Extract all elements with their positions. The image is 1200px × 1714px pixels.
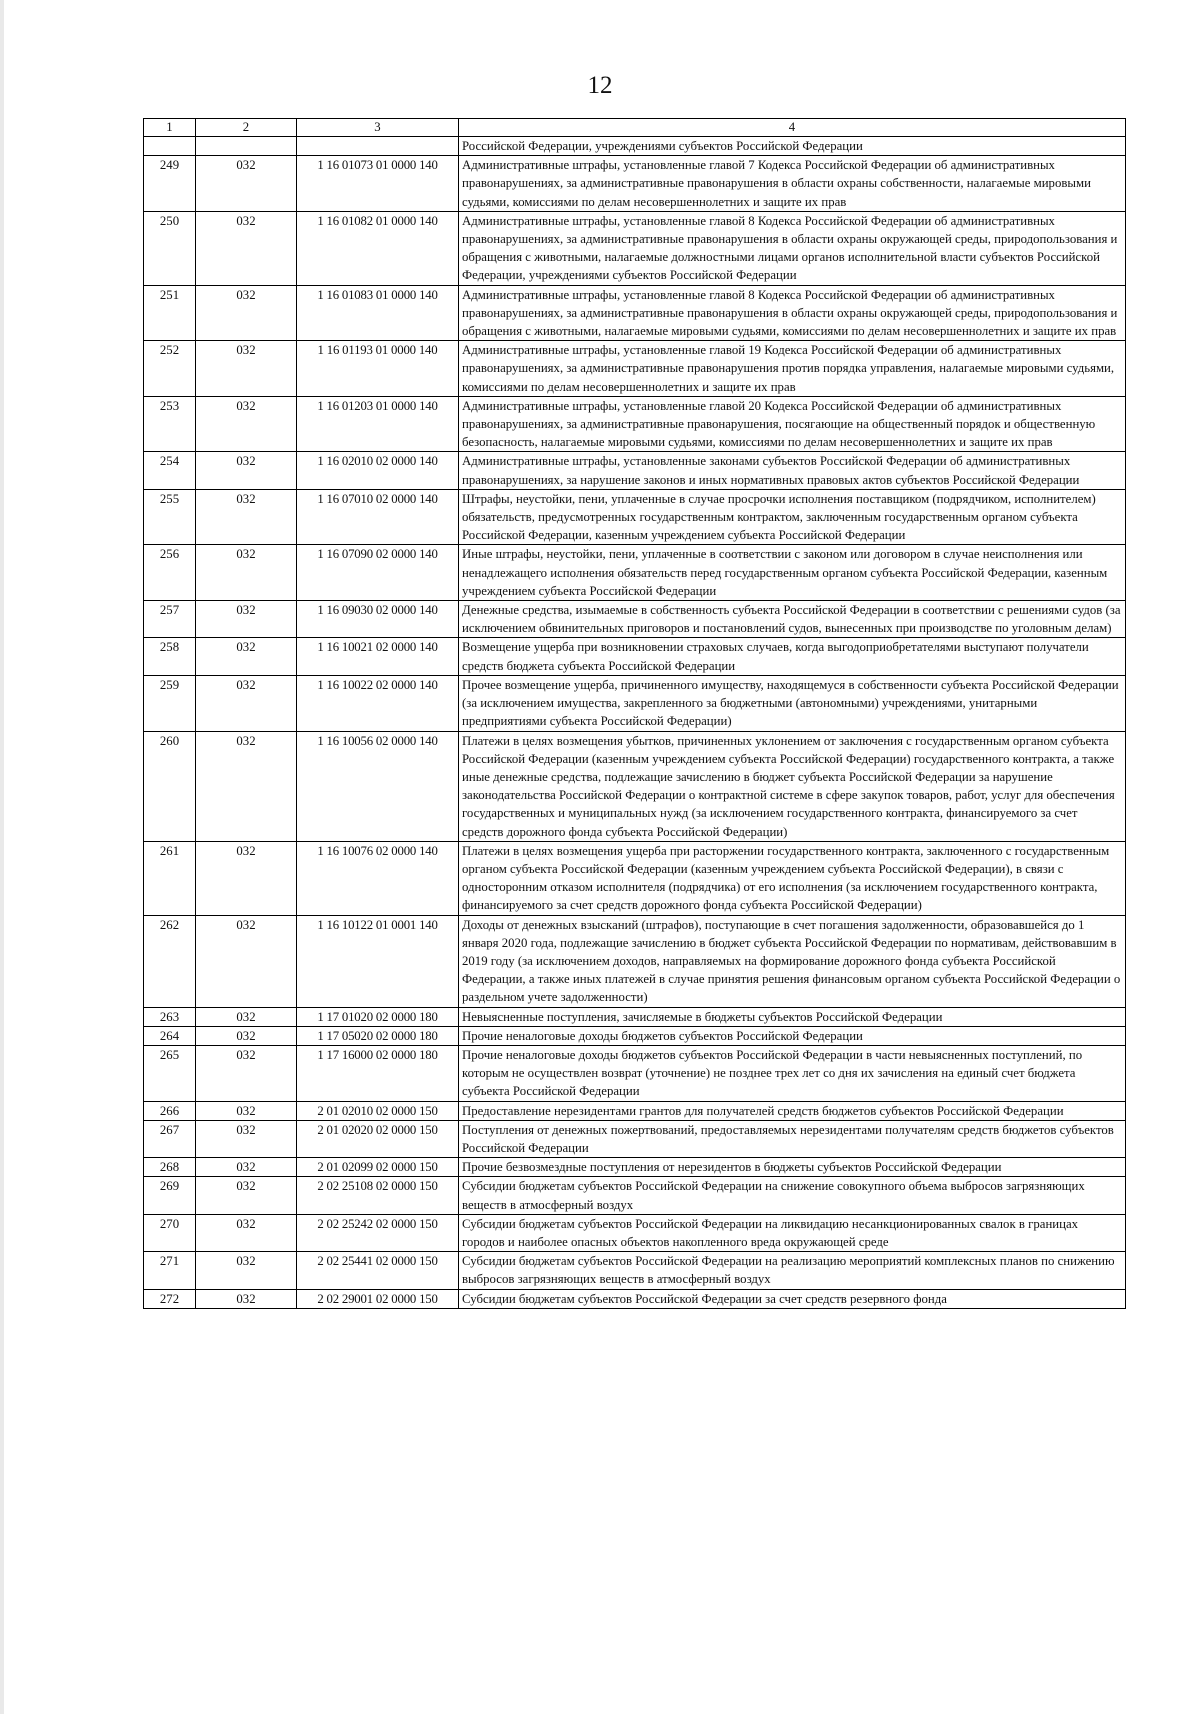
table-row [144,285,1126,341]
description-cell: Субсидии бюджетам субъектов Российской Федерации на реализацию мероприятий комплексных планов по снижению выбросов загрязняющих веществ в атмосферный воздух [459,1252,1126,1289]
row-number-cell: 267 [144,1120,196,1157]
row-number-cell: 249 [144,156,196,212]
budget-code-cell: 1 16 01082 01 0000 140 [297,211,459,285]
row-number-cell: 270 [144,1214,196,1251]
description-cell: Платежи в целях возмещения убытков, причиненных уклонением от заключения с государственным органом субъекта Российской Федерации (казенным учреждением субъекта Российской Федерации) государственного контракта, а также иные денежные средства, подлежащие зачислению в бюджет субъекта Российской Федерации за нарушение законодательства Российской Федерации о контрактной системе в сфере закупок товаров, работ, услуг для обеспечения государственных и муниципальных нужд (за исключением государственного контракта, финансируемого за счет средств дорожного фонда субъекта Российской Федерации) [459,731,1126,841]
table-row [144,1045,1126,1101]
budget-code-cell: 2 01 02020 02 0000 150 [297,1120,459,1157]
row-number-cell: 251 [144,285,196,341]
admin-code-cell: 032 [196,396,297,452]
admin-code-cell: 032 [196,638,297,675]
description-cell: Субсидии бюджетам субъектов Российской Федерации на ликвидацию несанкционированных свалок в границах городов и наиболее опасных объектов накопленного вреда окружающей среде [459,1214,1126,1251]
table-row [144,1026,1126,1045]
admin-code-cell: 032 [196,1101,297,1120]
table-row [144,915,1126,1007]
row-number-cell: 265 [144,1045,196,1101]
row-number-cell: 269 [144,1177,196,1214]
row-number-cell: 255 [144,489,196,545]
row-number-cell: 258 [144,638,196,675]
budget-code-cell: 1 16 10021 02 0000 140 [297,638,459,675]
admin-code-cell: 032 [196,545,297,601]
header-col-3: 3 [297,119,459,137]
budget-code-cell: 2 02 29001 02 0000 150 [297,1289,459,1308]
table-row [144,1101,1126,1120]
budget-code-cell: 1 16 10056 02 0000 140 [297,731,459,841]
admin-code-cell: 032 [196,1120,297,1157]
description-cell: Административные штрафы, установленные главой 8 Кодекса Российской Федерации об административных правонарушениях, за административные правонарушения в области охраны окружающей среды, природопользования и обращения с животными, налагаемые должностными лицами органов исполнительной власти субъектов Российской Федерации, учреждениями субъектов Российской Федерации [459,211,1126,285]
table-row [144,1007,1126,1026]
budget-code-cell: 1 16 10122 01 0001 140 [297,915,459,1007]
budget-code-cell: 1 16 01193 01 0000 140 [297,341,459,397]
description-cell: Предоставление нерезидентами грантов для получателей средств бюджетов субъектов Российской Федерации [459,1101,1126,1120]
table-row [144,211,1126,285]
description-cell: Невыясненные поступления, зачисляемые в бюджеты субъектов Российской Федерации [459,1007,1126,1026]
admin-code-cell: 032 [196,1177,297,1214]
row-number-cell: 256 [144,545,196,601]
budget-code-cell: 1 17 05020 02 0000 180 [297,1026,459,1045]
header-col-2: 2 [196,119,297,137]
table-row [144,638,1126,675]
row-number-cell: 261 [144,841,196,915]
row-number-cell [144,137,196,156]
description-cell: Административные штрафы, установленные главой 7 Кодекса Российской Федерации об административных правонарушениях, за административные правонарушения в области охраны собственности, налагаемые мировыми судьями, комиссиями по делам несовершеннолетних и защите их прав [459,156,1126,212]
budget-code-cell: 1 16 01083 01 0000 140 [297,285,459,341]
table-row [144,452,1126,489]
table-row [144,1289,1126,1308]
admin-code-cell: 032 [196,452,297,489]
description-cell: Прочие неналоговые доходы бюджетов субъектов Российской Федерации [459,1026,1126,1045]
row-number-cell: 252 [144,341,196,397]
table-row [144,156,1126,212]
admin-code-cell: 032 [196,601,297,638]
row-number-cell: 271 [144,1252,196,1289]
admin-code-cell: 032 [196,285,297,341]
description-cell: Субсидии бюджетам субъектов Российской Федерации за счет средств резервного фонда [459,1289,1126,1308]
table-row [144,341,1126,397]
budget-code-cell [297,137,459,156]
row-number-cell: 266 [144,1101,196,1120]
header-col-1: 1 [144,119,196,137]
description-cell: Административные штрафы, установленные законами субъектов Российской Федерации об административных правонарушениях, за нарушение законов и иных нормативных правовых актов субъектов Российской Федерации [459,452,1126,489]
row-number-cell: 253 [144,396,196,452]
budget-code-cell: 1 16 01073 01 0000 140 [297,156,459,212]
row-number-cell: 263 [144,1007,196,1026]
row-number-cell: 268 [144,1158,196,1177]
row-number-cell: 264 [144,1026,196,1045]
admin-code-cell: 032 [196,1045,297,1101]
budget-code-cell: 2 01 02010 02 0000 150 [297,1101,459,1120]
scan-edge [0,0,4,1714]
admin-code-cell: 032 [196,1158,297,1177]
admin-code-cell: 032 [196,1214,297,1251]
budget-code-cell: 1 16 07010 02 0000 140 [297,489,459,545]
row-number-cell: 260 [144,731,196,841]
budget-code-cell: 1 16 01203 01 0000 140 [297,396,459,452]
admin-code-cell: 032 [196,489,297,545]
header-col-4: 4 [459,119,1126,137]
row-number-cell: 250 [144,211,196,285]
table-row [144,1120,1126,1157]
admin-code-cell: 032 [196,1026,297,1045]
admin-code-cell: 032 [196,1289,297,1308]
budget-code-cell: 1 16 07090 02 0000 140 [297,545,459,601]
admin-code-cell: 032 [196,341,297,397]
admin-code-cell: 032 [196,1007,297,1026]
description-cell: Административные штрафы, установленные главой 8 Кодекса Российской Федерации об административных правонарушениях, за административные правонарушения в области охраны окружающей среды, природопользования и обращения с животными, налагаемые мировыми судьями, комиссиями по делам несовершеннолетних и защите их прав [459,285,1126,341]
table-row [144,1158,1126,1177]
table-row [144,545,1126,601]
admin-code-cell: 032 [196,675,297,731]
description-cell: Платежи в целях возмещения ущерба при расторжении государственного контракта, заключенного с государственным органом субъекта Российской Федерации (казенным учреждением субъекта Российской Федерации), в связи с односторонним отказом исполнителя (подрядчика) от его исполнения (за исключением государственного контракта, финансируемого за счет средств дорожного фонда субъекта Российской Федерации) [459,841,1126,915]
table-row [144,1252,1126,1289]
row-number-cell: 262 [144,915,196,1007]
description-cell: Субсидии бюджетам субъектов Российской Федерации на снижение совокупного объема выбросов загрязняющих веществ в атмосферный воздух [459,1177,1126,1214]
table-row [144,841,1126,915]
budget-code-cell: 2 01 02099 02 0000 150 [297,1158,459,1177]
table-row [144,731,1126,841]
budget-code-cell: 1 16 10076 02 0000 140 [297,841,459,915]
table-row [144,1177,1126,1214]
row-number-cell: 254 [144,452,196,489]
description-cell: Денежные средства, изымаемые в собственность субъекта Российской Федерации в соответствии с решениями судов (за исключением обвинительных приговоров и постановлений судов, вынесенных при производстве по уголовным делам) [459,601,1126,638]
row-number-cell: 259 [144,675,196,731]
row-number-cell: 257 [144,601,196,638]
admin-code-cell: 032 [196,1252,297,1289]
budget-code-cell: 2 02 25441 02 0000 150 [297,1252,459,1289]
budget-code-cell: 2 02 25242 02 0000 150 [297,1214,459,1251]
table-row [144,1214,1126,1251]
page-number: 12 [587,72,613,99]
description-cell: Иные штрафы, неустойки, пени, уплаченные в соответствии с законом или договором в случае неисполнения или ненадлежащего исполнения обязательств перед государственным органом субъекта Российской Федерации, казенным учреждением субъекта Российской Федерации [459,545,1126,601]
budget-code-cell: 2 02 25108 02 0000 150 [297,1177,459,1214]
admin-code-cell: 032 [196,915,297,1007]
row-number-cell: 272 [144,1289,196,1308]
description-cell: Доходы от денежных взысканий (штрафов), поступающие в счет погашения задолженности, образовавшейся до 1 января 2020 года, подлежащие зачислению в бюджет субъекта Российской Федерации по нормативам, действовавшим в 2019 году (за исключением доходов, направляемых на формирование дорожного фонда субъекта Российской Федерации, а также иных платежей в случае принятия решения финансовым органом субъекта Российской Федерации о раздельном учете задолженности) [459,915,1126,1007]
budget-code-cell: 1 16 02010 02 0000 140 [297,452,459,489]
table-row [144,675,1126,731]
budget-code-cell: 1 17 16000 02 0000 180 [297,1045,459,1101]
description-cell: Прочее возмещение ущерба, причиненного имуществу, находящемуся в собственности субъекта Российской Федерации (за исключением имущества, закрепленного за бюджетными (автономными) учреждениями, унитарными предприятиями субъекта Российской Федерации) [459,675,1126,731]
admin-code-cell [196,137,297,156]
budget-code-cell: 1 16 09030 02 0000 140 [297,601,459,638]
revenue-codes-table [143,118,1126,1309]
admin-code-cell: 032 [196,156,297,212]
description-cell: Прочие неналоговые доходы бюджетов субъектов Российской Федерации в части невыясненных поступлений, по которым не осуществлен возврат (уточнение) не позднее трех лет со дня их зачисления на единый счет бюджета субъекта Российской Федерации [459,1045,1126,1101]
table-row [144,489,1126,545]
description-cell: Административные штрафы, установленные главой 20 Кодекса Российской Федерации об административных правонарушениях, за административные правонарушения, посягающие на общественный порядок и общественную безопасность, налагаемые мировыми судьями, комиссиями по делам несовершеннолетних и защите их прав [459,396,1126,452]
description-cell: Прочие безвозмездные поступления от нерезидентов в бюджеты субъектов Российской Федерации [459,1158,1126,1177]
description-cell: Штрафы, неустойки, пени, уплаченные в случае просрочки исполнения поставщиком (подрядчиком, исполнителем) обязательств, предусмотренных государственным контрактом, заключенным государственным органом субъекта Российской Федерации, казенным учреждением субъекта Российской Федерации [459,489,1126,545]
budget-code-cell: 1 17 01020 02 0000 180 [297,1007,459,1026]
admin-code-cell: 032 [196,841,297,915]
table-row [144,396,1126,452]
description-cell: Возмещение ущерба при возникновении страховых случаев, когда выгодоприобретателями выступают получатели средств бюджета субъекта Российской Федерации [459,638,1126,675]
table-row [144,137,1126,156]
table-body [144,137,1126,1309]
table-row [144,601,1126,638]
description-cell: Административные штрафы, установленные главой 19 Кодекса Российской Федерации об административных правонарушениях, за административные правонарушения против порядка управления, налагаемые мировыми судьями, комиссиями по делам несовершеннолетних и защите их прав [459,341,1126,397]
description-cell: Российской Федерации, учреждениями субъектов Российской Федерации [459,137,1126,156]
description-cell: Поступления от денежных пожертвований, предоставляемых нерезидентами получателям средств бюджетов субъектов Российской Федерации [459,1120,1126,1157]
admin-code-cell: 032 [196,731,297,841]
table-header-row [144,119,1126,137]
admin-code-cell: 032 [196,211,297,285]
budget-code-cell: 1 16 10022 02 0000 140 [297,675,459,731]
